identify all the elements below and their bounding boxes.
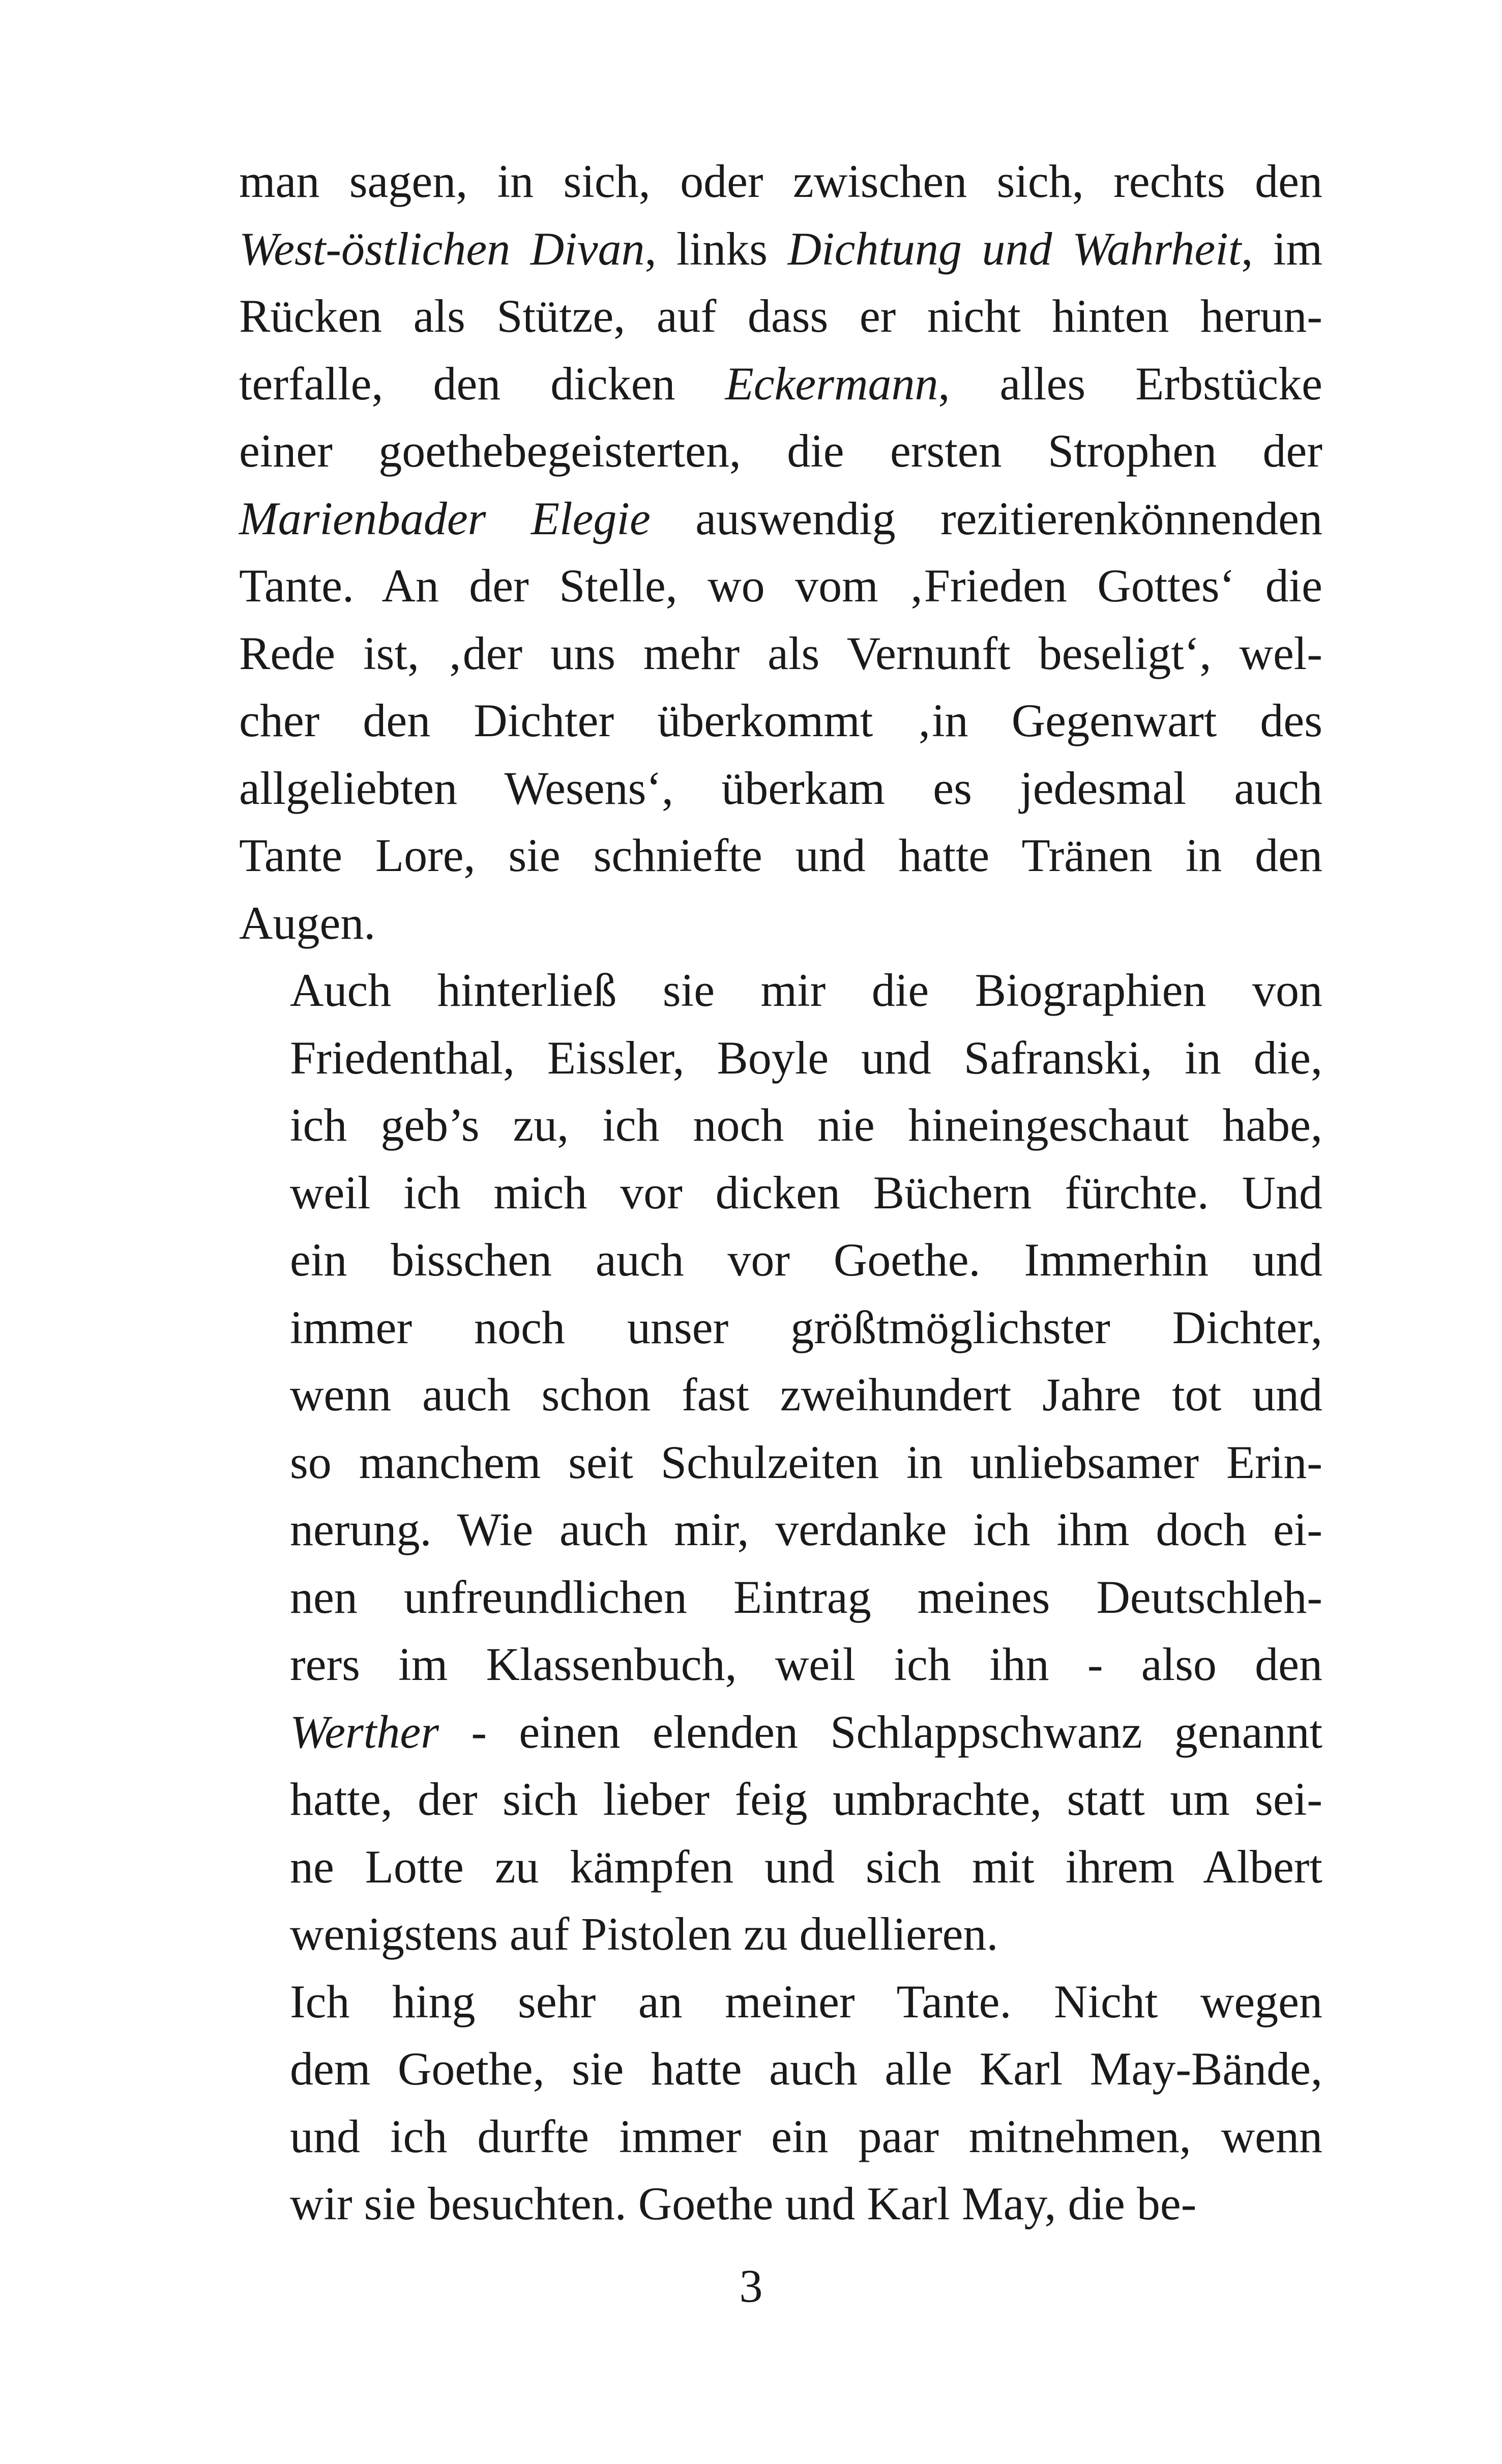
text-line xyxy=(239,2170,1322,2238)
text-line xyxy=(239,1563,1322,1631)
text-line xyxy=(239,1294,1322,1361)
text-run: wenigstens auf Pistolen zu duellieren. xyxy=(290,1908,998,1960)
text-line xyxy=(239,2103,1322,2170)
text-run: Tante. An der Stelle, wo vom ‚Frieden Gottes‘ die xyxy=(239,560,1322,612)
text-line xyxy=(239,148,1322,215)
text-run: Auch hinterließ sie mir die Biographien von xyxy=(290,964,1322,1016)
italic-title: Dichtung und Wahrheit xyxy=(787,222,1242,275)
text-line xyxy=(239,620,1322,687)
text-line xyxy=(239,822,1322,889)
text-line xyxy=(239,1159,1322,1227)
text-line xyxy=(239,1226,1322,1294)
italic-title: West-östlichen Divan xyxy=(239,222,645,275)
text-line xyxy=(239,417,1322,485)
text-line xyxy=(239,2035,1322,2103)
text-run: wir sie besuchten. Goethe und Karl May, die be- xyxy=(290,2178,1197,2229)
text-line xyxy=(239,485,1322,553)
text-line xyxy=(239,282,1322,350)
text-line xyxy=(239,1631,1322,1698)
text-run: Ich hing sehr an meiner Tante. Nicht wegen xyxy=(290,1975,1322,2027)
paragraph xyxy=(239,148,1322,956)
text-run: Tante Lore, sie schniefte und hatte Tränen in den xyxy=(239,829,1322,881)
text-run: allgeliebten Wesens‘, überkam es jedesmal auch xyxy=(239,762,1322,814)
text-line xyxy=(239,1968,1322,2036)
text-line xyxy=(239,687,1322,755)
text-line xyxy=(239,215,1322,283)
body-text xyxy=(239,148,1322,2238)
text-line xyxy=(239,552,1322,620)
text-run: Rücken als Stütze, auf dass er nicht hinten herun- xyxy=(239,290,1322,342)
paragraph xyxy=(239,956,1322,1968)
text-run: nerung. Wie auch mir, verdanke ich ihm doch ei- xyxy=(290,1503,1322,1555)
text-line xyxy=(239,350,1322,418)
text-run: wenn auch schon fast zweihundert Jahre tot und xyxy=(290,1369,1322,1421)
italic-title: Werther xyxy=(290,1705,439,1758)
text-run: ne Lotte zu kämpfen und sich mit ihrem Albert xyxy=(290,1840,1322,1893)
italic-title: Marienbader Elegie xyxy=(239,492,651,544)
text-line xyxy=(239,1900,1322,1968)
italic-title: Eckermann xyxy=(725,357,938,410)
text-line xyxy=(239,1024,1322,1092)
text-run: Augen. xyxy=(239,896,376,949)
text-run: ich geb’s zu, ich noch nie hineingeschaut habe, xyxy=(290,1099,1322,1151)
text-run: ein bisschen auch vor Goethe. Immerhin und xyxy=(290,1234,1322,1286)
text-line xyxy=(239,1091,1322,1159)
paragraph xyxy=(239,1968,1322,2238)
text-run: und ich durfte immer ein paar mitnehmen, wenn xyxy=(290,2110,1322,2162)
text-run: , links xyxy=(644,222,788,275)
text-line xyxy=(239,956,1322,1024)
text-run: so manchem seit Schulzeiten in unliebsamer Erin- xyxy=(290,1436,1322,1488)
text-run: man sagen, in sich, oder zwischen sich, rechts den xyxy=(239,155,1322,207)
text-run: einer goethebegeisterten, die ersten Strophen der xyxy=(239,425,1322,477)
text-run: terfalle, den dicken xyxy=(239,357,725,410)
text-run: auswendig rezitierenkönnenden xyxy=(650,492,1322,544)
text-run: Rede ist, ‚der uns mehr als Vernunft beseligt‘, wel- xyxy=(239,627,1322,679)
text-line xyxy=(239,1698,1322,1766)
text-run: cher den Dichter überkommt ‚in Gegenwart des xyxy=(239,694,1322,746)
text-line xyxy=(239,889,1322,957)
text-run: nen unfreundlichen Eintrag meines Deutschleh- xyxy=(290,1571,1322,1623)
text-run: , alles Erbstücke xyxy=(938,357,1322,410)
text-run: , im xyxy=(1241,222,1323,275)
text-line xyxy=(239,1429,1322,1496)
text-run: hatte, der sich lieber feig umbrachte, statt um sei- xyxy=(290,1773,1322,1825)
text-line xyxy=(239,1361,1322,1429)
text-run: rers im Klassenbuch, weil ich ihn - also den xyxy=(290,1638,1322,1690)
text-line xyxy=(239,755,1322,822)
text-line xyxy=(239,1496,1322,1563)
text-run: dem Goethe, sie hatte auch alle Karl May-Bände, xyxy=(290,2043,1322,2095)
text-line xyxy=(239,1833,1322,1901)
text-run: immer noch unser größtmöglichster Dichter, xyxy=(290,1301,1322,1353)
text-line xyxy=(239,1765,1322,1833)
text-run: Friedenthal, Eissler, Boyle und Safranski, in die, xyxy=(290,1031,1322,1084)
page-number: 3 xyxy=(739,2260,763,2312)
text-run: weil ich mich vor dicken Büchern fürchte. Und xyxy=(290,1166,1322,1219)
text-run: - einen elenden Schlappschwanz genannt xyxy=(439,1705,1322,1758)
